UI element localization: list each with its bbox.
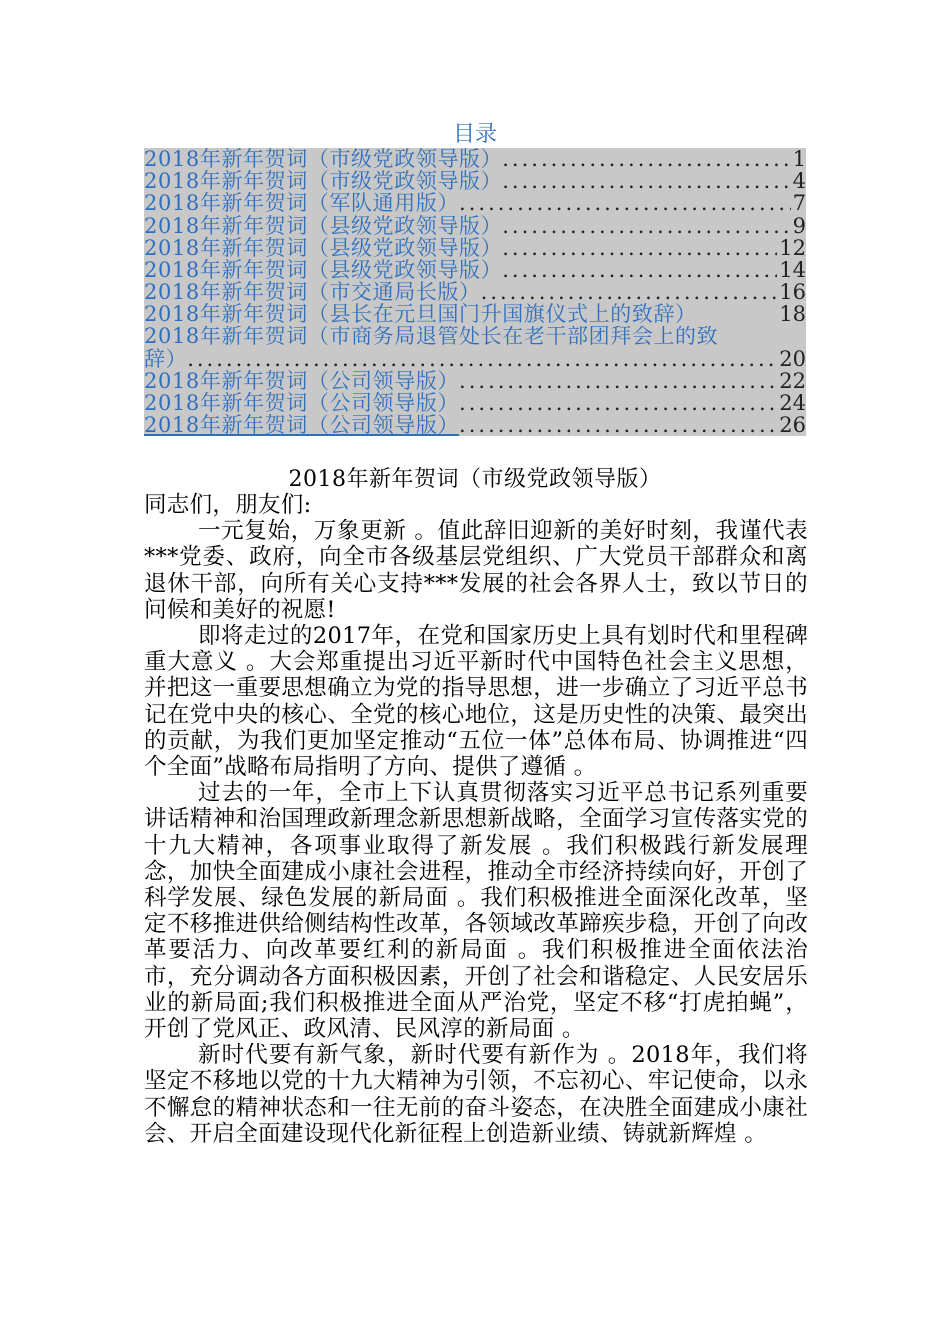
body-paragraph: 一元复始，万象更新 。值此辞旧迎新的美好时刻，我谨代表***党委、政府，向全市各级基层党组织、广大党员干部群众和离退休干部，向所有关心支持***发展的社会各界人士，致以节日的问候和美好的祝愿! [144, 518, 808, 623]
toc-leader-dots [502, 170, 790, 192]
toc-entry[interactable] [144, 414, 806, 436]
toc-entry-label[interactable]: 2018年新年贺词（市级党政领导版） [144, 170, 503, 193]
toc-entry-label[interactable]: 2018年新年贺词（公司领导版） [144, 392, 460, 415]
toc-leader-dots [502, 215, 790, 237]
toc-entry-page: 4 [792, 170, 806, 193]
document-title: 2018年新年贺词（市级党政领导版） [288, 467, 662, 492]
toc-entry-page: 22 [779, 369, 806, 393]
toc-entry[interactable] [144, 281, 806, 303]
toc-entry[interactable] [144, 370, 806, 392]
toc-leader-dots [502, 148, 790, 170]
toc-entry-label[interactable]: 2018年新年贺词（市商务局退管处长在老干部团拜会上的致 [144, 325, 719, 348]
toc-entry-page: 14 [779, 258, 806, 282]
toc-leader-dots [459, 192, 791, 214]
toc-entry[interactable] [144, 303, 806, 325]
toc-leader-dots [187, 348, 777, 370]
toc-entry-page: 20 [779, 347, 806, 370]
toc-leader-dots [459, 392, 777, 414]
toc-entry-label[interactable]: 2018年新年贺词（县长在元旦国门升国旗仪式上的致辞） [144, 303, 697, 326]
toc-entry-page: 26 [779, 414, 806, 437]
toc-leader-dots [459, 414, 777, 436]
toc-entry-label[interactable]: 2018年新年贺词（市交通局长版） [144, 281, 481, 304]
toc-entry[interactable] [144, 326, 806, 348]
toc-leader-dots [502, 237, 777, 259]
document-body [144, 492, 808, 1147]
toc-entry-page: 16 [779, 281, 806, 304]
toc-entry[interactable] [144, 237, 806, 259]
toc-entry-label[interactable]: 2018年新年贺词（军队通用版） [144, 192, 460, 215]
toc-entry[interactable] [144, 170, 806, 192]
toc-entry-label[interactable]: 2018年新年贺词（市级党政领导版） [144, 148, 503, 171]
toc-leader-dots [481, 281, 778, 303]
toc-entry-label[interactable]: 2018年新年贺词（县级党政领导版） [144, 258, 503, 282]
salutation: 同志们，朋友们: [144, 492, 312, 518]
table-of-contents [144, 148, 806, 436]
toc-entry[interactable] [144, 392, 806, 414]
toc-entry-page: 1 [792, 148, 806, 171]
toc-entry-continuation[interactable] [144, 348, 806, 370]
toc-entry-page: 9 [792, 214, 806, 237]
toc-entry[interactable] [144, 215, 806, 237]
toc-entry-page: 24 [779, 392, 806, 415]
body-paragraph: 新时代要有新气象，新时代要有新作为 。2018年，我们将坚定不移地以党的十九大精神为引领，不忘初心、牢记使命，以永不懈怠的精神状态和一往无前的奋斗姿态，在决胜全面建成小康社会、开启全面建设现代化新征程上创造新业绩、铸就新辉煌 。 [144, 1042, 808, 1147]
toc-entry-label-continuation[interactable]: 辞） [144, 347, 188, 370]
body-paragraph: 过去的一年，全市上下认真贯彻落实习近平总书记系列重要讲话精神和治国理政新理念新思想新战略，全面学习宣传落实党的十九大精神，各项事业取得了新发展 。我们积极践行新发展理念，加快全面建成小康社会进程，推动全市经济持续向好，开创了科学发展、绿色发展的新局面 。我们积极推进全面深化改革，坚定不移推进供给侧结构性改革，各领域改革蹄疾步稳，开创了向改革要活力、向改革要红利的新局面 。我们积极推进全面依法治市，充分调动各方面积极因素，开创了社会和谐稳定、人民安居乐业的新局面;我们积极推进全面从严治党，坚定不移“打虎拍蝇”，开创了党风正、政风清、民风淳的新局面 。 [144, 780, 808, 1043]
body-paragraph: 即将走过的2017年，在党和国家历史上具有划时代和里程碑重大意义 。大会郑重提出习近平新时代中国特色社会主义思想，并把这一重要思想确立为党的指导思想，进一步确立了习近平总书记在党中央的核心、全党的核心地位，这是历史性的决策、最突出的贡献，为我们更加坚定推动“五位一体”总体布局、协调推进“四个全面”战略布局指明了方向、提供了遵循 。 [144, 623, 808, 781]
toc-title: 目录 [452, 122, 497, 147]
toc-entry-label[interactable]: 2018年新年贺词（县级党政领导版） [144, 236, 503, 259]
toc-leader-dots [459, 370, 777, 392]
toc-entry-label[interactable]: 2018年新年贺词（公司领导版） [144, 369, 460, 393]
toc-entry[interactable] [144, 192, 806, 214]
toc-entry-page: 7 [792, 192, 806, 215]
toc-entry[interactable] [144, 148, 806, 170]
toc-entry-label[interactable]: 2018年新年贺词（县级党政领导版） [144, 214, 503, 237]
toc-entry-page: 12 [779, 236, 806, 259]
toc-entry-page: 18 [779, 303, 806, 326]
toc-entry[interactable] [144, 259, 806, 281]
toc-leader-dots [502, 259, 777, 281]
toc-entry-label[interactable]: 2018年新年贺词（公司领导版） [144, 414, 460, 437]
